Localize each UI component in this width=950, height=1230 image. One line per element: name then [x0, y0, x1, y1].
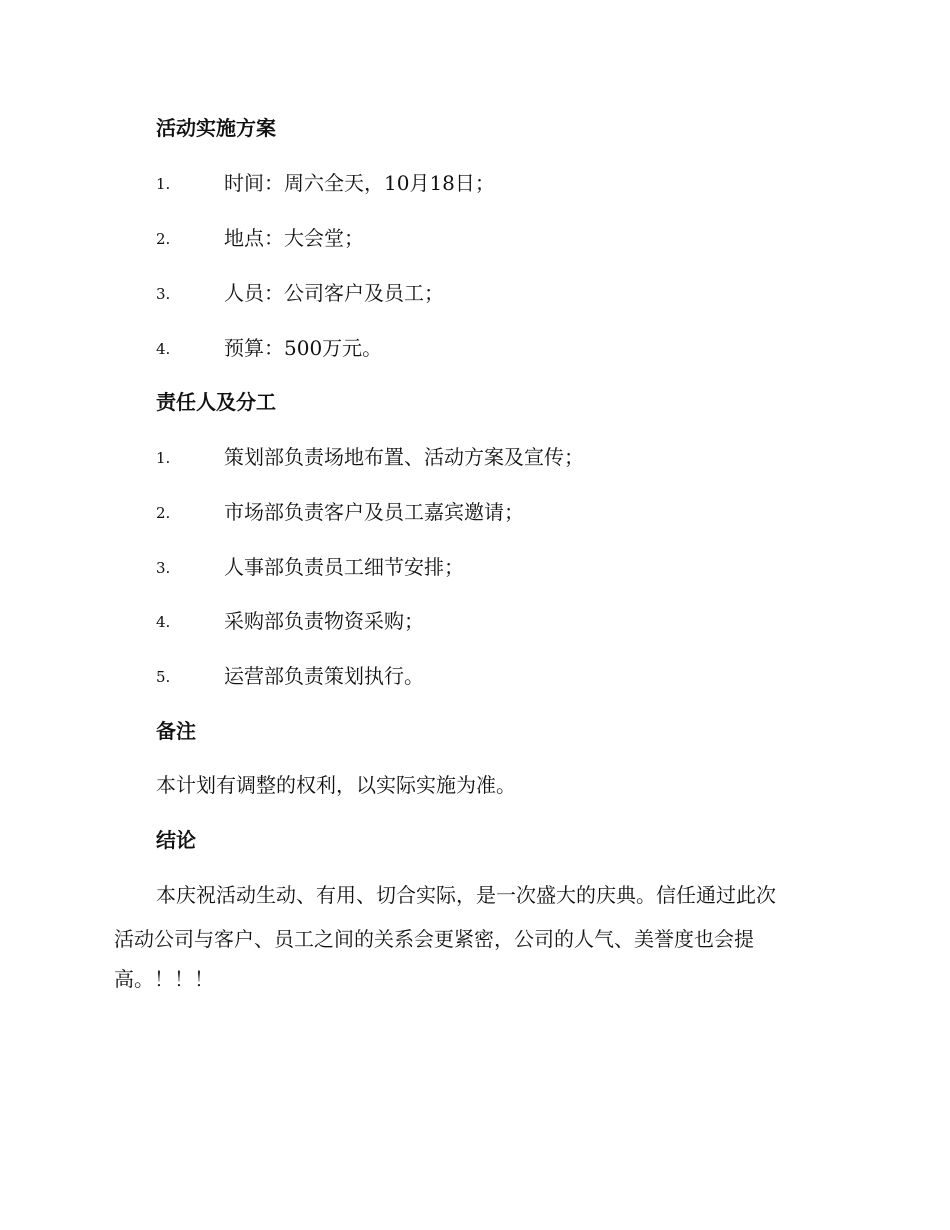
list-number: 1.	[156, 175, 171, 193]
plan-item	[156, 171, 856, 197]
responsibility-item	[156, 445, 856, 471]
list-number: 3.	[156, 559, 171, 577]
list-number: 3.	[156, 285, 171, 303]
list-text: 运营部负责策划执行。	[224, 664, 424, 688]
list-number: 2.	[156, 230, 171, 248]
list-number: 4.	[156, 613, 171, 631]
list-text: 人员：公司客户及员工；	[224, 281, 444, 305]
list-text: 人事部负责员工细节安排；	[224, 555, 464, 579]
notes-text: 本计划有调整的权利，以实际实施为准。	[156, 773, 516, 797]
plan-item	[156, 281, 856, 307]
responsibility-item	[156, 500, 856, 526]
list-number: 5.	[156, 668, 171, 686]
responsibility-item	[156, 664, 856, 690]
conclusion-heading: 结论	[156, 828, 196, 852]
list-text: 采购部负责物资采购；	[224, 609, 424, 633]
responsibility-item	[156, 609, 856, 635]
conclusion-line: 活动公司与客户、员工之间的关系会更紧密，公司的人气、美誉度也会提	[114, 927, 754, 951]
notes-heading: 备注	[156, 719, 196, 743]
list-text: 市场部负责客户及员工嘉宾邀请；	[224, 500, 524, 524]
list-number: 2.	[156, 504, 171, 522]
list-text: 地点：大会堂；	[224, 226, 364, 250]
list-number: 4.	[156, 340, 171, 358]
list-number: 1.	[156, 449, 171, 467]
responsibility-heading: 责任人及分工	[156, 390, 276, 414]
list-text: 时间：周六全天，10月18日；	[224, 171, 495, 195]
list-text: 策划部负责场地布置、活动方案及宣传；	[224, 445, 584, 469]
responsibility-item	[156, 555, 856, 581]
plan-item	[156, 336, 856, 362]
conclusion-line: 本庆祝活动生动、有用、切合实际，是一次盛大的庆典。信任通过此次	[156, 883, 776, 907]
plan-heading: 活动实施方案	[156, 116, 276, 140]
list-text: 预算：500万元。	[224, 336, 383, 360]
conclusion-line: 高。！！！	[114, 967, 214, 991]
plan-item	[156, 226, 856, 252]
